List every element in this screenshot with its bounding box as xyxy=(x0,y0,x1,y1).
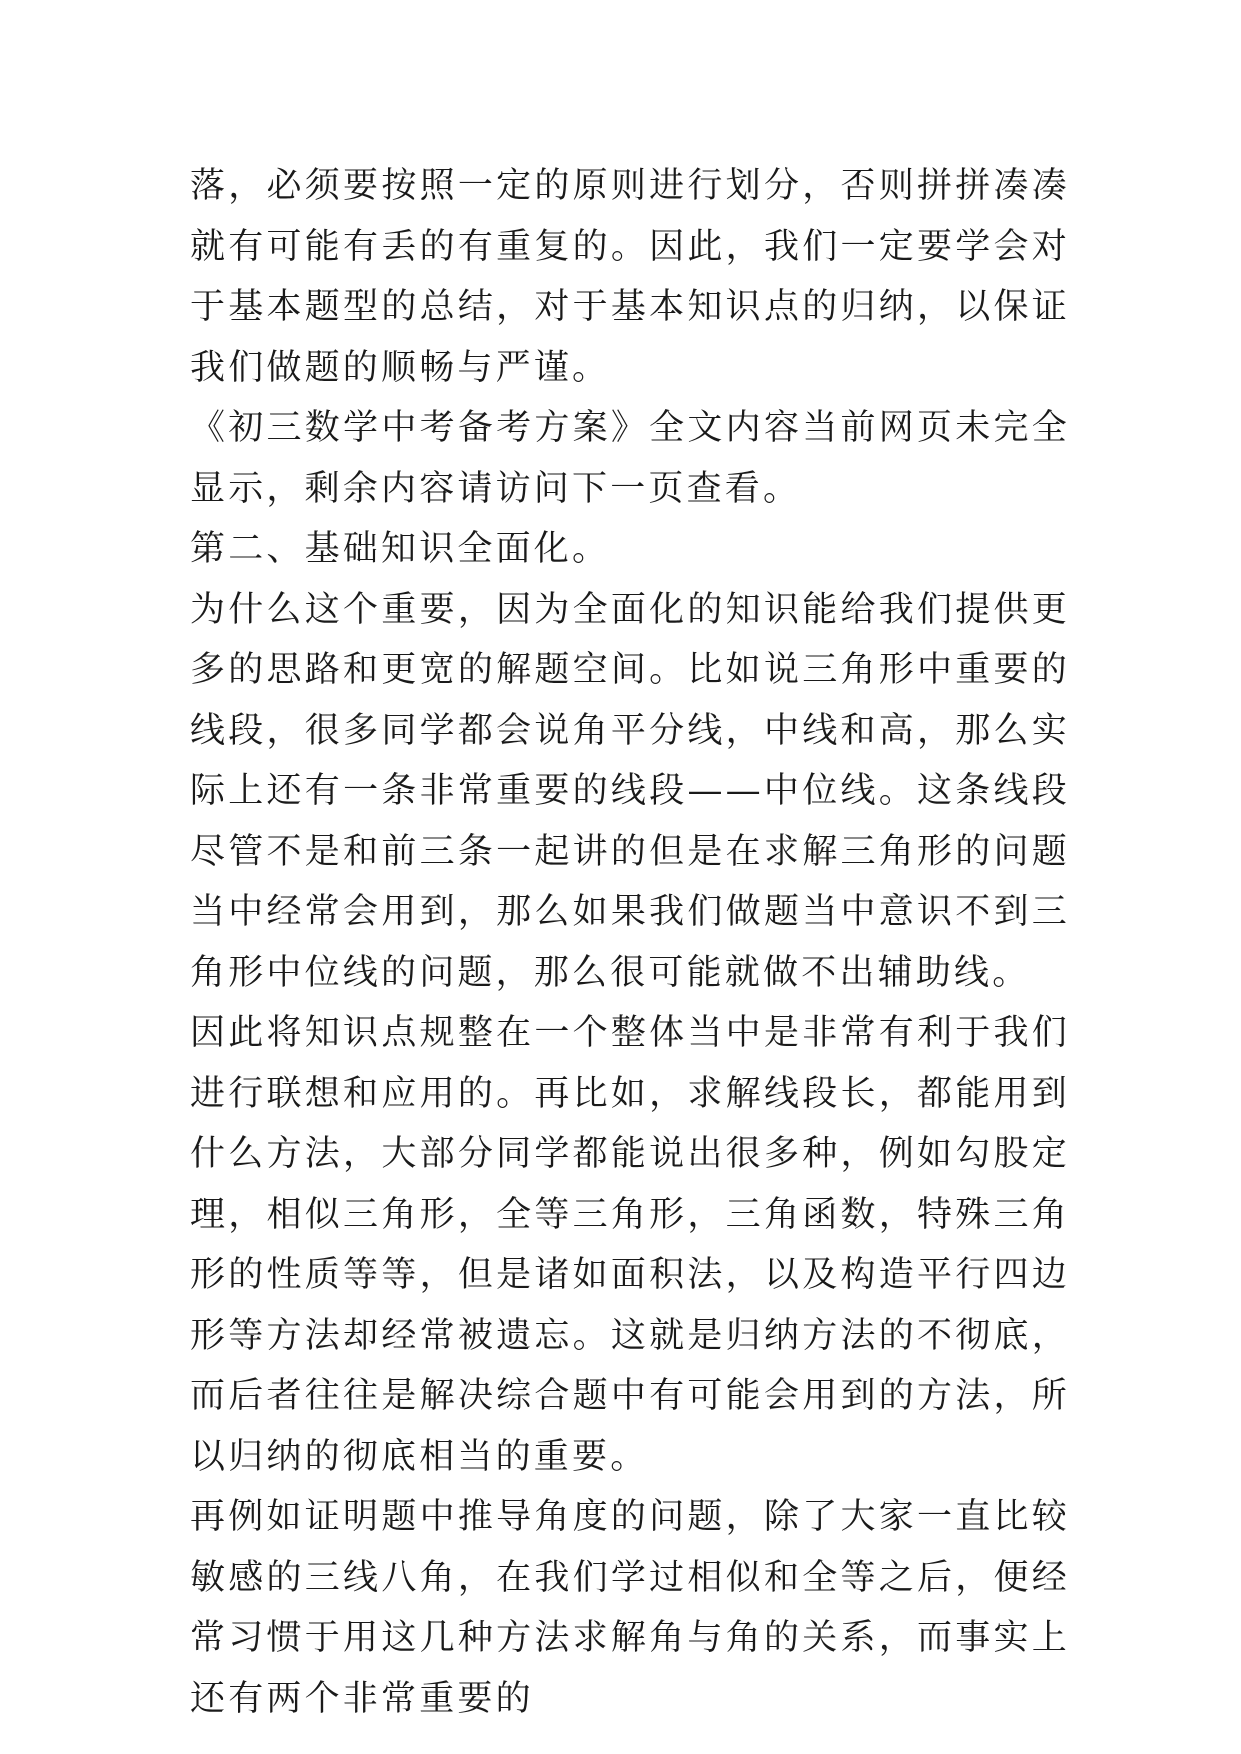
section-heading: 第二、基础知识全面化。 xyxy=(190,529,611,569)
paragraph-continuation: 落，必须要按照一定的原则进行划分，否则拼拼凑凑就有可能有丢的有重复的。因此，我们一定要学会对于基本题型的总结，对于基本知识点的归纳，以保证我们做题的顺畅与严谨。 xyxy=(190,166,1070,388)
document-body xyxy=(190,156,1070,1729)
paragraph-why-important: 为什么这个重要，因为全面化的知识能给我们提供更多的思路和更宽的解题空间。比如说三角形中重要的线段，很多同学都会说角平分线，中线和高，那么实际上还有一条非常重要的线段——中位线。这条线段尽管不是和前三条一起讲的但是在求解三角形的问题当中经常会用到，那么如果我们做题当中意识不到三角形中位线的问题，那么很可能就做不出辅助线。 xyxy=(190,589,1070,993)
paragraph-knowledge-integration: 因此将知识点规整在一个整体当中是非常有利于我们进行联想和应用的。再比如，求解线段长，都能用到什么方法，大部分同学都能说出很多种，例如勾股定理，相似三角形，全等三角形，三角函数，特殊三角形的性质等等，但是诸如面积法，以及构造平行四边形等方法却经常被遗忘。这就是归纳方法的不彻底，而后者往往是解决综合题中有可能会用到的方法，所以归纳的彻底相当的重要。 xyxy=(190,1013,1070,1477)
paragraph-page-notice: 《初三数学中考备考方案》全文内容当前网页未完全显示，剩余内容请访问下一页查看。 xyxy=(190,408,1070,509)
paragraph-angle-proof: 再例如证明题中推导角度的问题，除了大家一直比较敏感的三线八角，在我们学过相似和全等之后，便经常习惯于用这几种方法求解角与角的关系，而事实上还有两个非常重要的 xyxy=(190,1497,1070,1719)
